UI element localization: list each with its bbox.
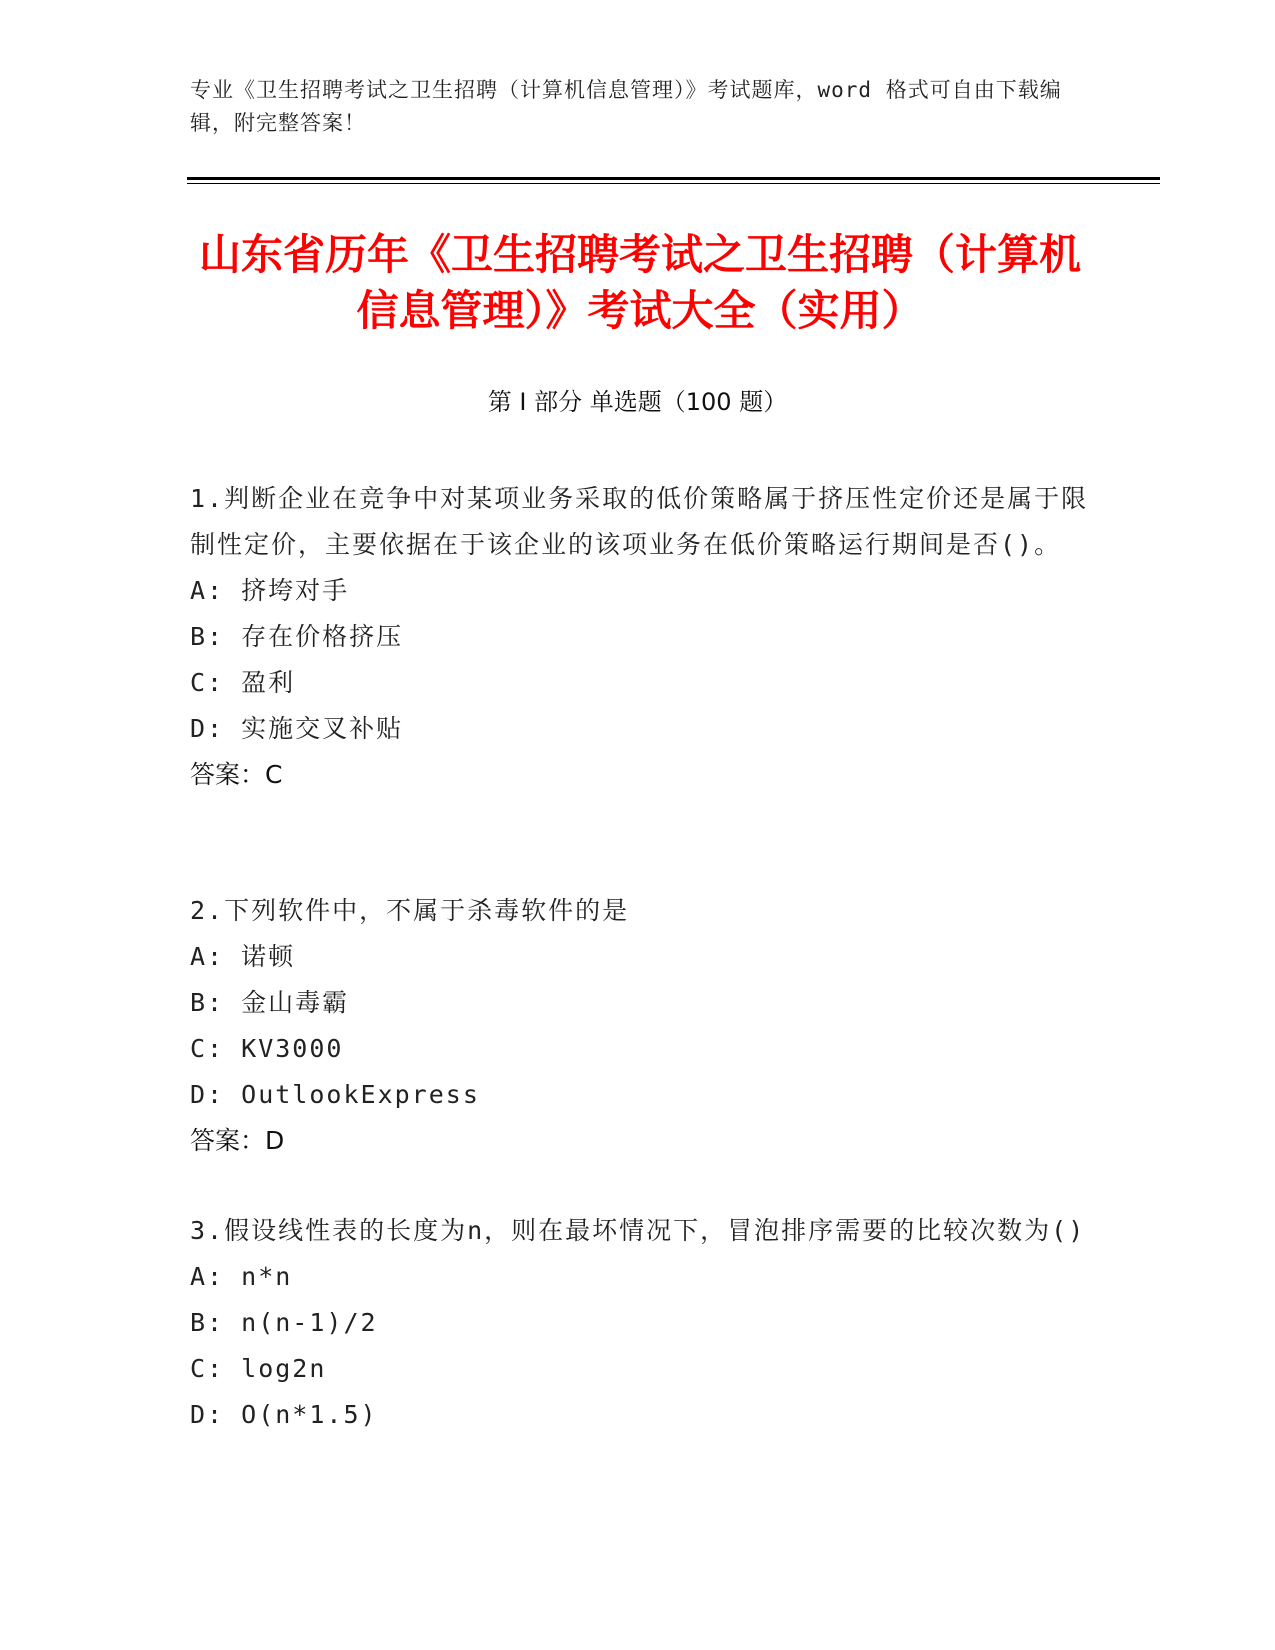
question-stem: 2.下列软件中，不属于杀毒软件的是 (190, 896, 630, 925)
option-a: A: n*n (190, 1262, 293, 1291)
option-d: D: 实施交叉补贴 (190, 714, 404, 743)
question-3 (190, 1208, 1090, 1438)
document-title: 山东省历年《卫生招聘考试之卫生招聘（计算机信息管理）》考试大全（实用） (198, 230, 1081, 335)
question-2 (190, 888, 1090, 1164)
option-d: D: O(n*1.5) (190, 1400, 378, 1429)
option-b: B: n(n-1)/2 (190, 1308, 378, 1337)
answer: 答案：D (190, 1126, 285, 1155)
option-a: A: 诺顿 (190, 942, 296, 971)
question-stem: 3.假设线性表的长度为n，则在最坏情况下，冒泡排序需要的比较次数为() (190, 1216, 1086, 1245)
option-c: C: KV3000 (190, 1034, 344, 1063)
answer: 答案：C (190, 760, 283, 789)
header-divider-thick (187, 177, 1160, 180)
question-stem: 1.判断企业在竞争中对某项业务采取的低价策略属于挤压性定价还是属于限制性定价，主要依据在于该企业的该项业务在低价策略运行期间是否()。 (190, 484, 1089, 559)
option-c: C: log2n (190, 1354, 327, 1383)
section-heading: 第 I 部分 单选题（100 题） (487, 388, 788, 416)
option-a: A: 挤垮对手 (190, 576, 350, 605)
option-d: D: OutlookExpress (190, 1080, 480, 1109)
header-note: 专业《卫生招聘考试之卫生招聘（计算机信息管理）》考试题库，word 格式可自由下载编辑，附完整答案！ (190, 78, 1062, 135)
question-1 (190, 476, 1090, 798)
option-b: B: 存在价格挤压 (190, 622, 404, 651)
option-c: C: 盈利 (190, 668, 296, 697)
header-divider-thin (187, 183, 1160, 184)
option-b: B: 金山毒霸 (190, 988, 350, 1017)
